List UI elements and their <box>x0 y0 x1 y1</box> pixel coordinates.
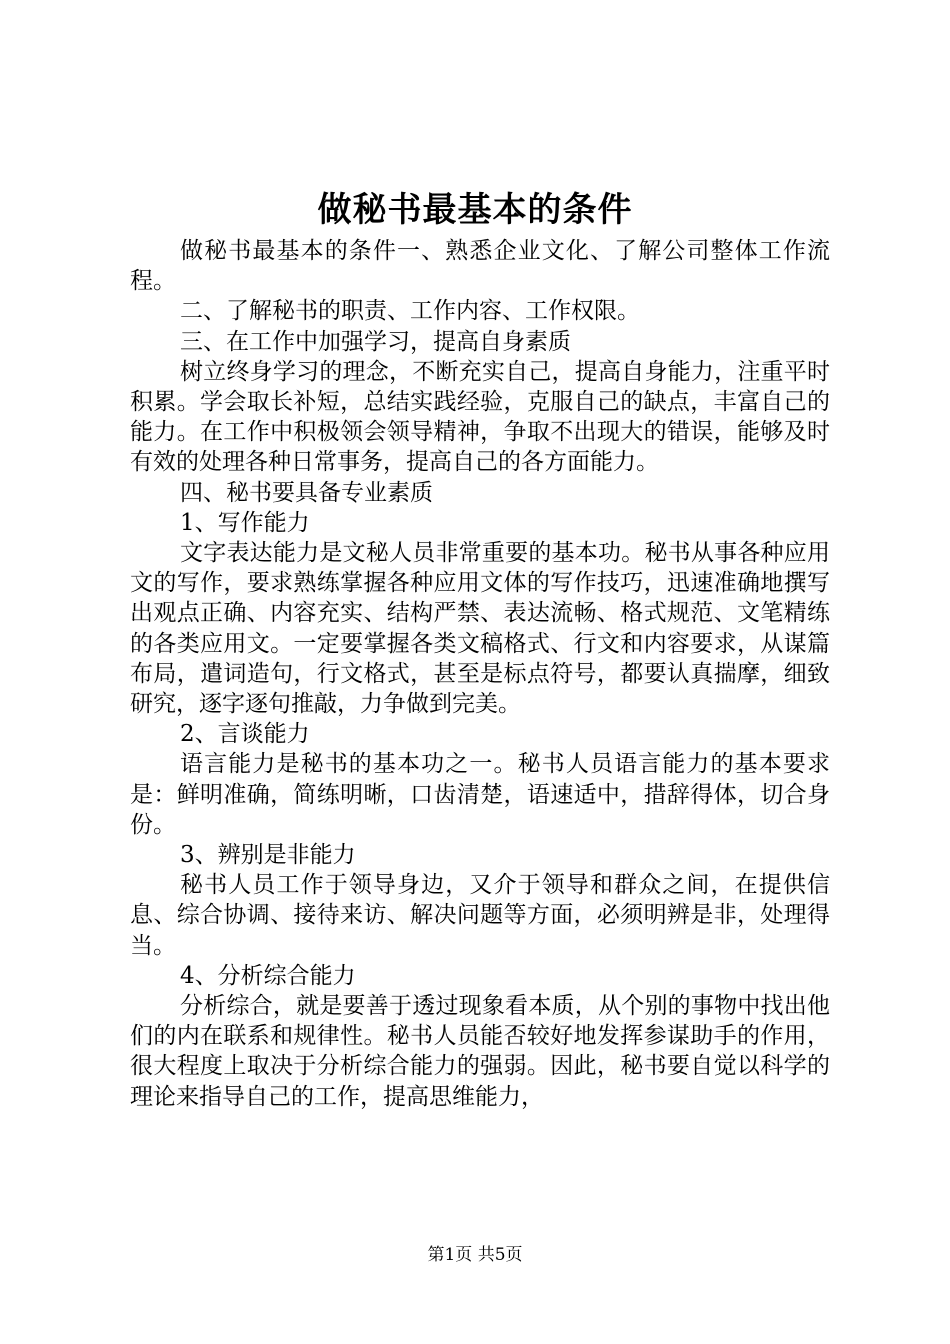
paragraph: 文字表达能力是文秘人员非常重要的基本功。秘书从事各种应用文的写作，要求熟练掌握各种应用文体的写作技巧，迅速准确地撰写出观点正确、内容充实、结构严禁、表达流畅、格式规范、文笔精练的各类应用文。一定要掌握各类文稿格式、行文和内容要求，从谋篇布局，遣词造句，行文格式，甚至是标点符号，都要认真揣摩，细致研究，逐字逐句推敲，力争做到完美。 <box>130 540 830 718</box>
page-footer: 第1页 共5页 <box>427 1245 523 1265</box>
paragraph: 3、辨别是非能力 <box>180 842 356 869</box>
paragraph: 三、在工作中加强学习，提高自身素质 <box>180 328 571 355</box>
paragraph: 语言能力是秘书的基本功之一。秘书人员语言能力的基本要求是：鲜明准确，简练明晰，口齿清楚，语速适中，措辞得体，切合身份。 <box>130 751 830 838</box>
paragraph: 树立终身学习的理念，不断充实自己，提高自身能力，注重平时积累。学会取长补短，总结实践经验，克服自己的缺点，丰富自己的能力。在工作中积极领会领导精神，争取不出现大的错误，能够及时有效的处理各种日常事务，提高自己的各方面能力。 <box>130 358 830 476</box>
paragraph: 四、秘书要具备专业素质 <box>180 479 433 506</box>
paragraph: 做秘书最基本的条件一、熟悉企业文化、了解公司整体工作流程。 <box>130 238 830 295</box>
paragraph: 二、了解秘书的职责、工作内容、工作权限。 <box>180 298 640 325</box>
paragraph: 1、写作能力 <box>180 509 310 536</box>
paragraph: 秘书人员工作于领导身边，又介于领导和群众之间，在提供信息、综合协调、接待来访、解决问题等方面，必须明辨是非，处理得当。 <box>130 872 830 959</box>
paragraph: 分析综合，就是要善于透过现象看本质，从个别的事物中找出他们的内在联系和规律性。秘书人员能否较好地发挥参谋助手的作用，很大程度上取决于分析综合能力的强弱。因此，秘书要自觉以科学的理论来指导自己的工作，提高思维能力， <box>130 993 830 1110</box>
document-title: 做秘书最基本的条件 <box>317 190 633 230</box>
document-body <box>130 236 830 1112</box>
paragraph: 4、分析综合能力 <box>180 962 356 989</box>
paragraph: 2、言谈能力 <box>180 721 310 748</box>
